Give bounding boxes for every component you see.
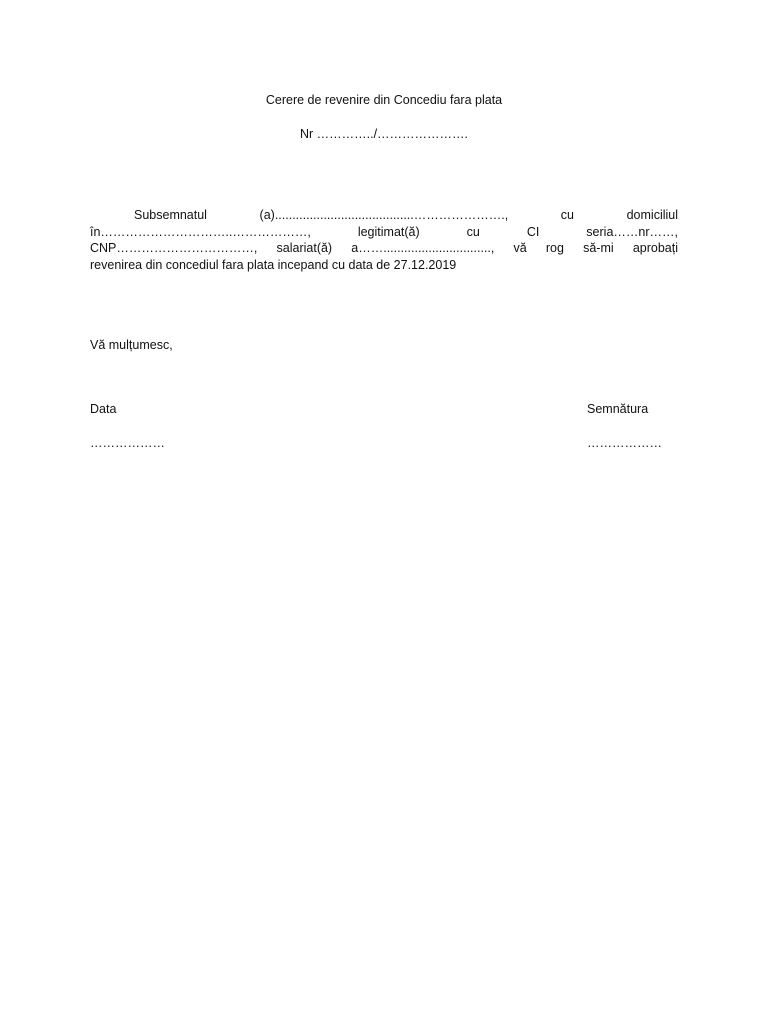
signature-placeholder: ……………… bbox=[587, 436, 662, 450]
date-placeholder: ……………… bbox=[90, 436, 165, 450]
body-line-3: CNP……………………………, salariat(ă) a……..............................., vă rog să-mi aprobați bbox=[90, 241, 678, 255]
body-line-1 bbox=[90, 207, 678, 224]
document-title: Cerere de revenire din Concediu fara plata bbox=[265, 93, 503, 107]
signature-label: Semnătura bbox=[587, 402, 649, 416]
request-body bbox=[90, 207, 678, 273]
body-line-1-text: Subsemnatul (a)........................................…………………., cu domiciliul bbox=[134, 208, 678, 222]
body-line-4: revenirea din concediul fara plata incepand cu data de 27.12.2019 bbox=[90, 257, 457, 272]
date-label: Data bbox=[90, 402, 117, 416]
registration-number-line: Nr …………../…………………. bbox=[299, 127, 469, 141]
closing-text: Vă mulțumesc, bbox=[90, 338, 173, 352]
body-line-2: în…………………………..………………, legitimat(ă) cu CI seria……nr……, bbox=[90, 224, 678, 239]
